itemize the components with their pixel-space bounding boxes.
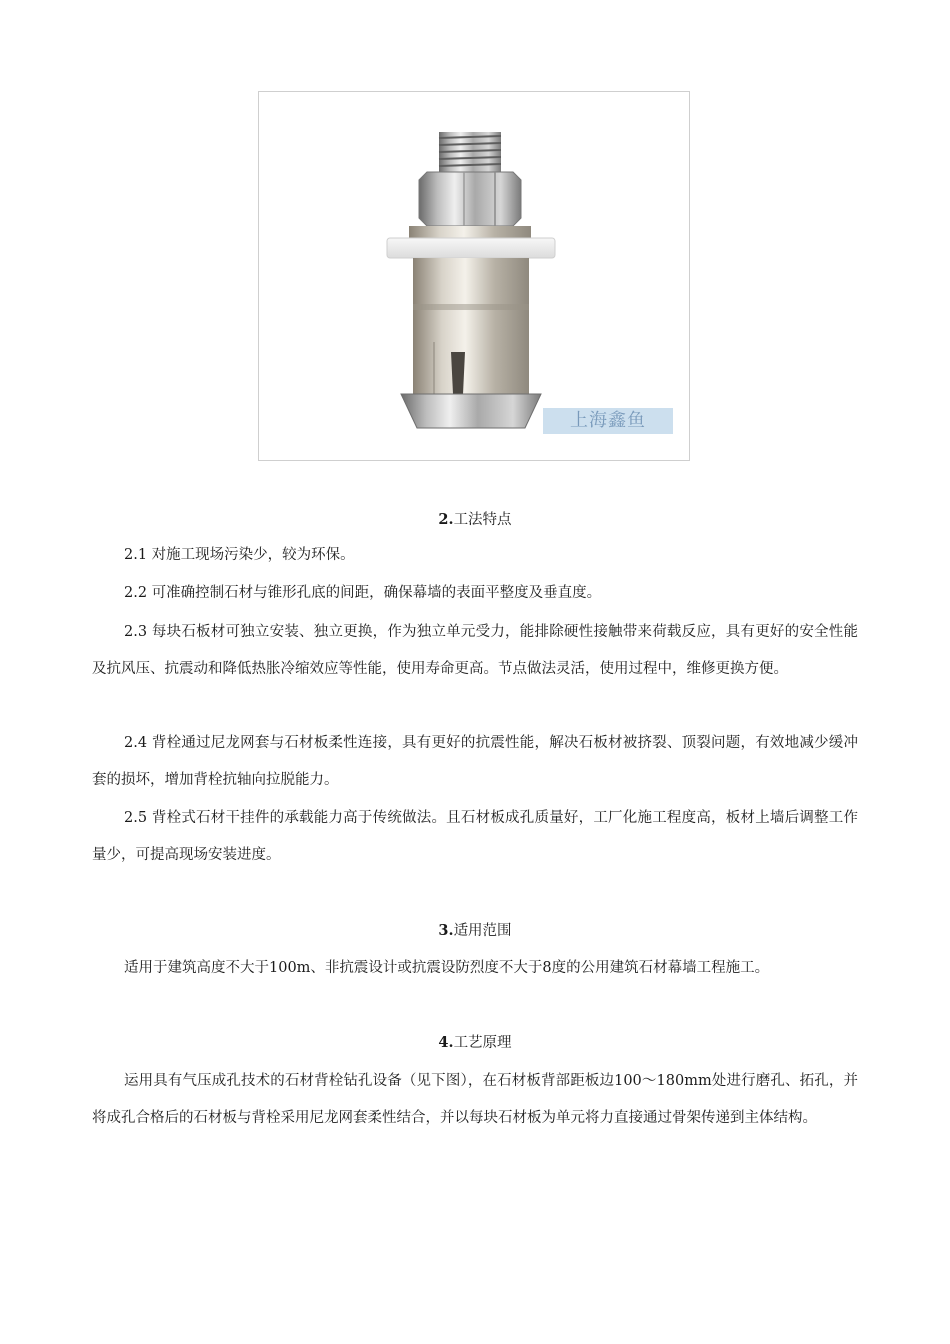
paragraph-2-3: 2.3 每块石板材可独立安装、独立更换，作为独立单元受力，能排除硬性接触带来荷载反应，具有更好的安全性能及抗风压、抗震动和降低热胀冷缩效应等性能，使用寿命更高。节点做法灵活，使用过程中，维修更换方便。 [92,624,858,677]
nylon-ring [387,238,555,258]
paragraph-3: 适用于建筑高度不大于100m、非抗震设计或抗震设防烈度不大于8度的公用建筑石材幕墙工程施工。 [124,960,770,976]
anchor-bolt-photo [258,91,690,461]
cone-head [401,394,541,428]
paragraph-2-5: 2.5 背栓式石材干挂件的承载能力高于传统做法。且石材板成孔质量好，工厂化施工程度高，板材上墙后调整工作量少，可提高现场安装进度。 [92,810,858,863]
paragraph-2-4: 2.4 背栓通过尼龙网套与石材板柔性连接，具有更好的抗震性能，解决石板材被挤裂、顶裂问题，有效地减少缓冲套的损坏，增加背栓抗轴向拉脱能力。 [92,735,858,788]
section-3-heading: 3.适用范围 [438,922,512,939]
expansion-sleeve [413,258,529,394]
anchor-bolt-illustration [259,92,689,460]
hex-nut [419,172,521,226]
section-2-heading: 2.工法特点 [438,511,512,528]
watermark-logo: 上海鑫鱼 [543,408,673,434]
thread [439,132,501,172]
section-4-heading: 4.工艺原理 [438,1034,512,1051]
paragraph-2-2: 2.2 可准确控制石材与锥形孔底的间距，确保幕墙的表面平整度及垂直度。 [124,585,602,601]
paragraph-4: 运用具有气压成孔技术的石材背栓钻孔设备（见下图），在石材板背部距板边100～180mm处进行磨孔、拓孔，并将成孔合格后的石材板与背栓采用尼龙网套柔性结合，并以每块石材板为单元将力直接通过骨架传递到主体结构。 [92,1073,858,1126]
paragraph-2-1: 2.1 对施工现场污染少，较为环保。 [124,547,355,563]
metal-washer [409,226,531,238]
